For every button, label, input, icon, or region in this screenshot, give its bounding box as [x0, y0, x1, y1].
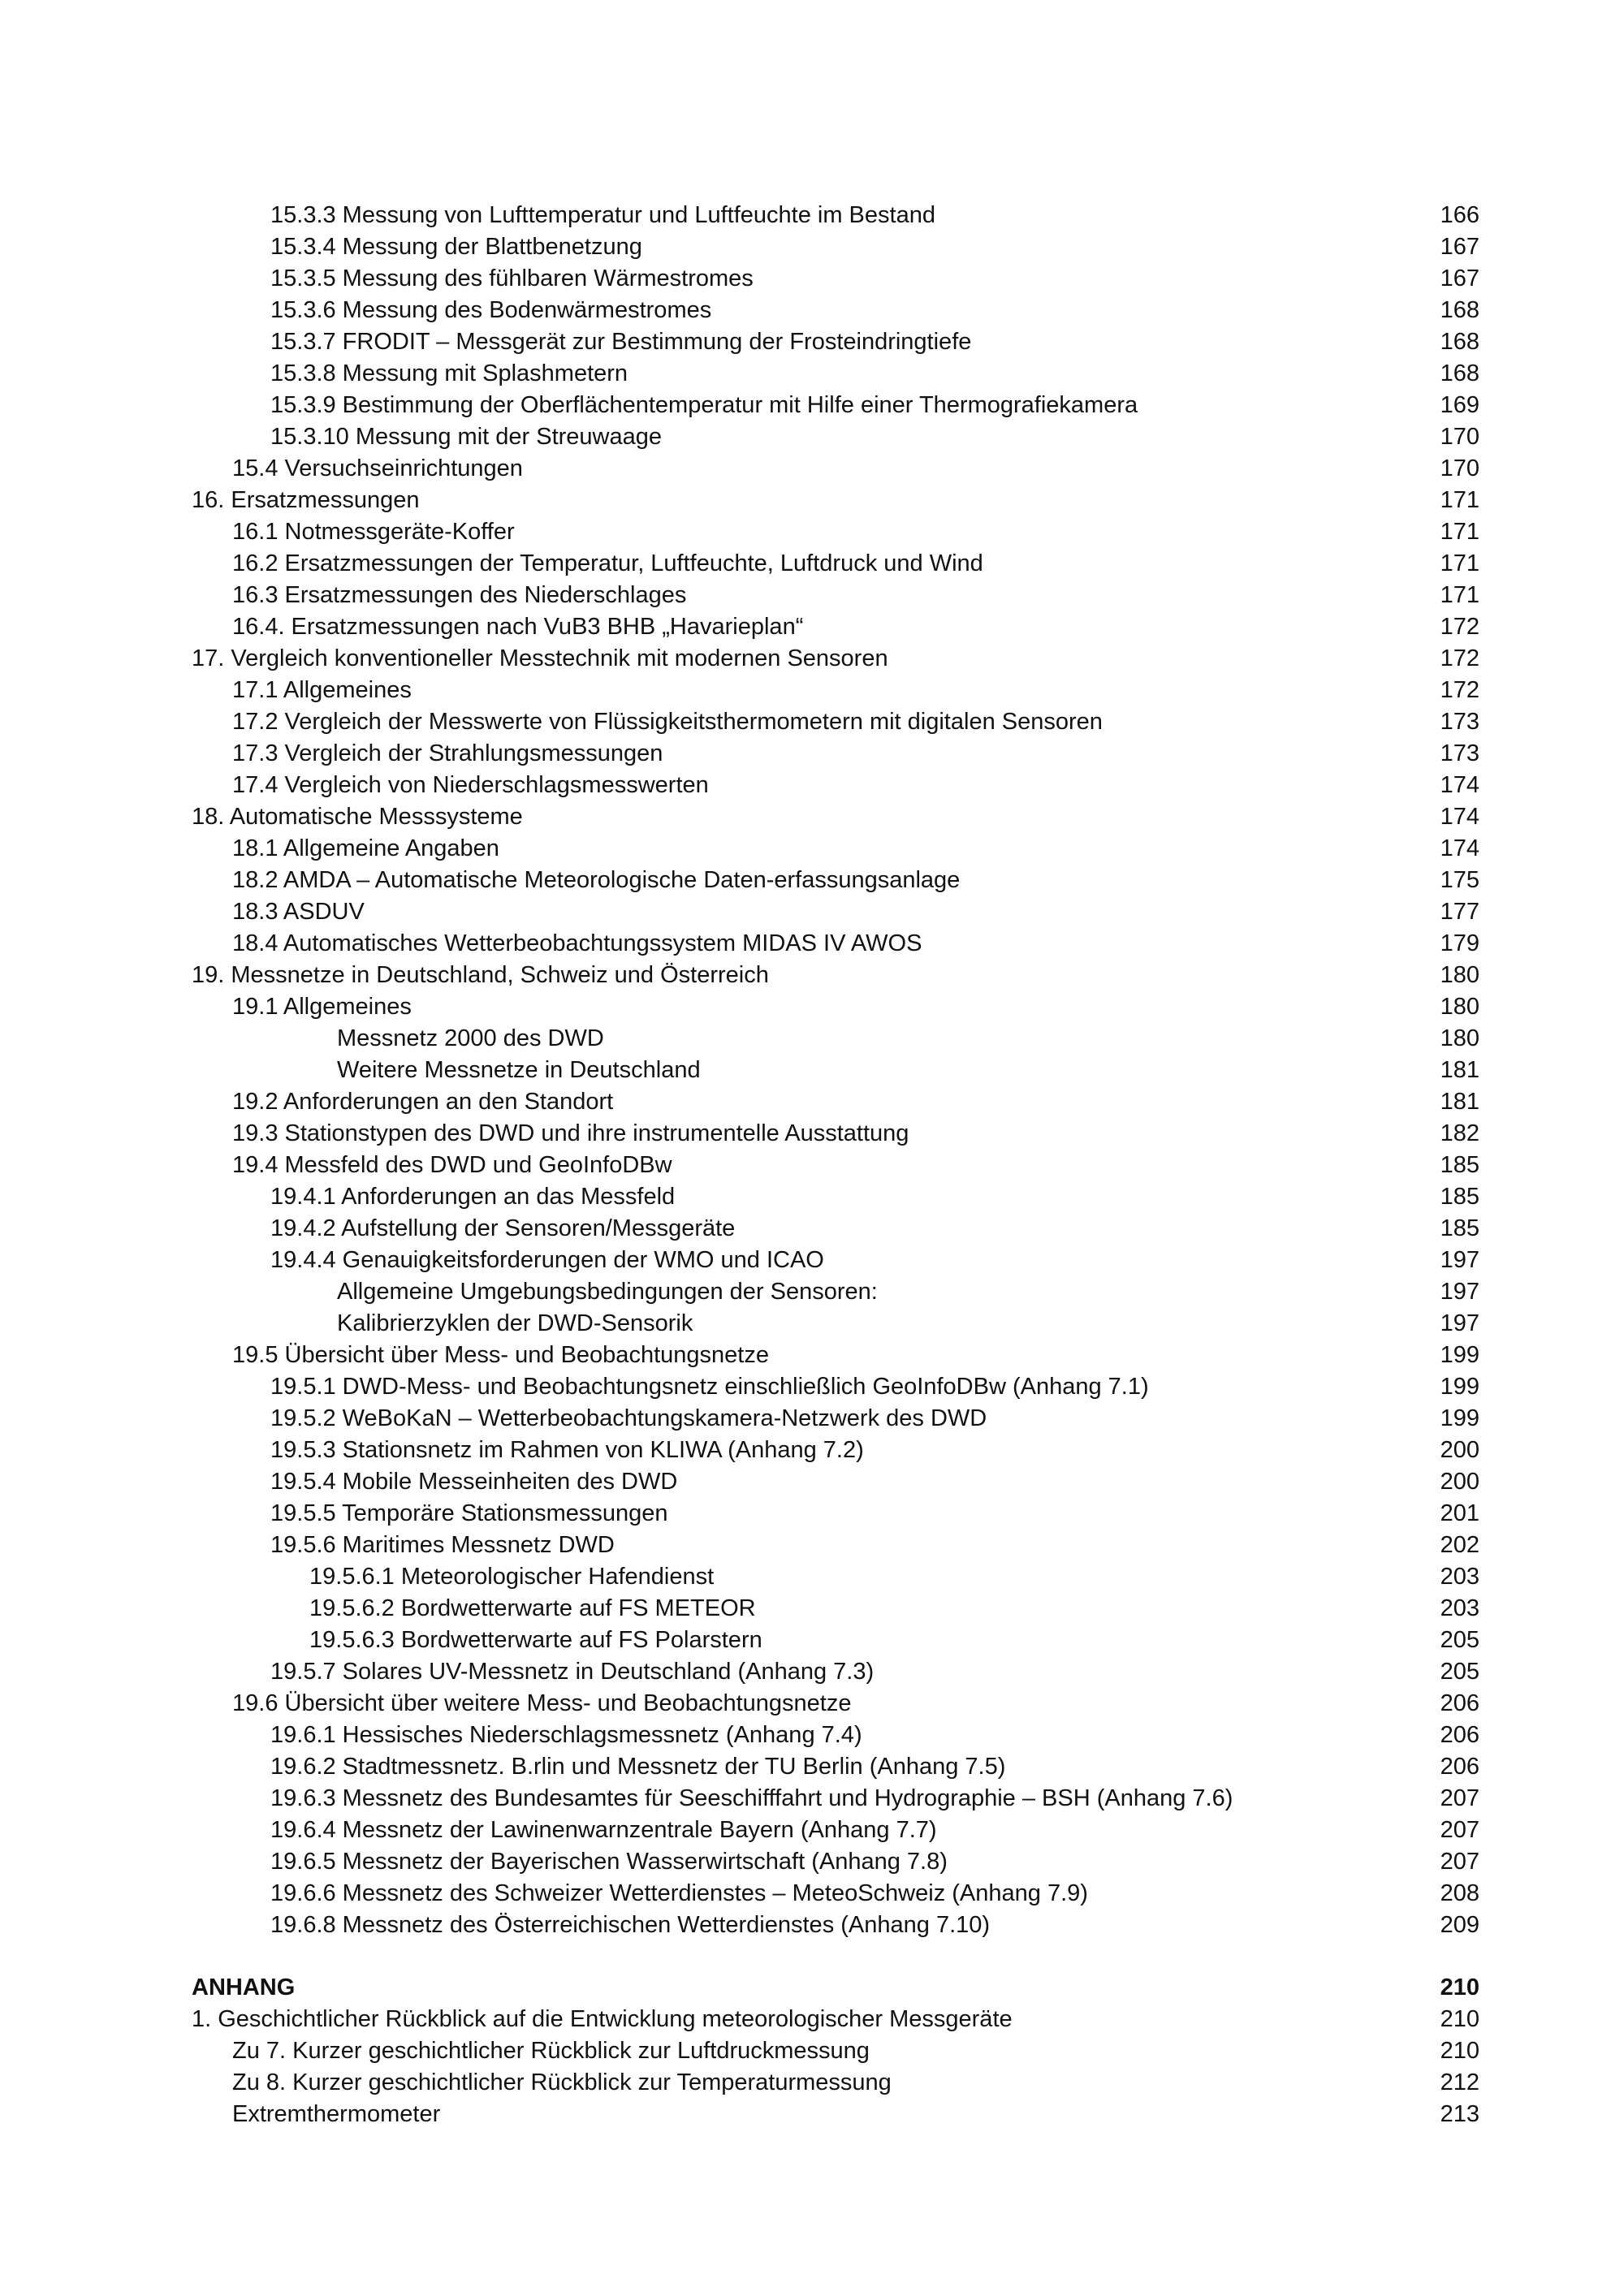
toc-entry-title: 17.4 Vergleich von Niederschlagsmesswerten — [232, 772, 709, 798]
toc-entry-page: 168 — [1440, 360, 1479, 386]
toc-entry-title: 15.3.9 Bestimmung der Oberflächentemperatur mit Hilfe einer Thermografiekamera — [270, 392, 1138, 418]
toc-entry — [192, 1086, 1479, 1118]
toc-entry-page: 209 — [1440, 1912, 1479, 1938]
toc-entry — [192, 1213, 1479, 1245]
toc-entry-title: 19.6.2 Stadtmessnetz. B.rlin und Messnetz der TU Berlin (Anhang 7.5) — [270, 1754, 1006, 1780]
toc-entry — [192, 1498, 1479, 1530]
toc-entry — [192, 1910, 1479, 1941]
toc-entry — [192, 833, 1479, 865]
toc-entry — [192, 1055, 1479, 1086]
toc-entry-page: 180 — [1440, 1025, 1479, 1051]
toc-entry — [192, 1846, 1479, 1878]
toc-entry-title: Allgemeine Umgebungsbedingungen der Sensoren: — [337, 1279, 878, 1305]
appendix-heading-page: 210 — [1440, 1974, 1479, 2000]
toc-entry — [192, 675, 1479, 706]
toc-entry — [192, 295, 1479, 326]
toc-entry-page: 181 — [1440, 1057, 1479, 1083]
toc-entry — [192, 991, 1479, 1023]
toc-entry-page: 173 — [1440, 709, 1479, 735]
toc-entry — [192, 896, 1479, 928]
toc-entry-page: 167 — [1440, 265, 1479, 291]
toc-entry — [192, 516, 1479, 548]
toc-entry-page: 171 — [1440, 550, 1479, 576]
toc-entry — [192, 485, 1479, 516]
toc-entry — [192, 1720, 1479, 1751]
toc-entry-page: 197 — [1440, 1310, 1479, 1336]
toc-entry-page: 197 — [1440, 1279, 1479, 1305]
toc-entry-title: 15.3.10 Messung mit der Streuwaage — [270, 424, 662, 450]
toc-entry-page: 171 — [1440, 487, 1479, 513]
toc-entry-title: 19.1 Allgemeines — [232, 994, 412, 1020]
toc-entry-title: 15.3.8 Messung mit Splashmetern — [270, 360, 628, 386]
toc-entry-page: 208 — [1440, 1880, 1479, 1906]
toc-entry — [192, 738, 1479, 770]
toc-entry — [192, 1403, 1479, 1435]
toc-entry-title: 19.5.6.3 Bordwetterwarte auf FS Polarstern — [309, 1627, 762, 1653]
toc-entry-title: 19.5.3 Stationsnetz im Rahmen von KLIWA (Anhang 7.2) — [270, 1437, 864, 1463]
toc-entry-title: 15.3.7 FRODIT – Messgerät zur Bestimmung der Frosteindringtiefe — [270, 329, 972, 355]
toc-entry — [192, 1340, 1479, 1371]
toc-entry — [192, 1656, 1479, 1688]
toc-entry — [192, 611, 1479, 643]
toc-entry-page: 185 — [1440, 1184, 1479, 1210]
toc-entry-page: 212 — [1440, 2069, 1479, 2095]
toc-entry-page: 167 — [1440, 234, 1479, 260]
toc-entry-page: 170 — [1440, 455, 1479, 481]
toc-entry — [192, 1118, 1479, 1150]
toc-entry — [192, 1023, 1479, 1055]
toc-entry — [192, 1371, 1479, 1403]
toc-entry-page: 200 — [1440, 1437, 1479, 1463]
toc-entry — [192, 865, 1479, 896]
toc-entry — [192, 1783, 1479, 1815]
toc-entry-page: 182 — [1440, 1120, 1479, 1146]
toc-entry — [192, 1593, 1479, 1625]
toc-entry-title: Weitere Messnetze in Deutschland — [337, 1057, 701, 1083]
toc-entry-title: 1. Geschichtlicher Rückblick auf die Entwicklung meteorologischer Messgeräte — [192, 2006, 1013, 2032]
toc-entry-title: 18. Automatische Messsysteme — [192, 804, 523, 830]
toc-entry-page: 171 — [1440, 582, 1479, 608]
toc-entry-title: 17.1 Allgemeines — [232, 677, 412, 703]
toc-entry-page: 205 — [1440, 1659, 1479, 1685]
toc-entry-page: 174 — [1440, 835, 1479, 861]
toc-entry-title: 19.2 Anforderungen an den Standort — [232, 1089, 614, 1115]
toc-entry-title: 18.3 ASDUV — [232, 899, 365, 925]
toc-entry-page: 207 — [1440, 1849, 1479, 1875]
toc-entry-title: 19.6.1 Hessisches Niederschlagsmessnetz (Anhang 7.4) — [270, 1722, 862, 1748]
toc-entry-page: 197 — [1440, 1247, 1479, 1273]
toc-entry-title: 15.3.4 Messung der Blattbenetzung — [270, 234, 642, 260]
toc-entry — [192, 1530, 1479, 1561]
toc-entry — [192, 580, 1479, 611]
toc-entry-page: 199 — [1440, 1405, 1479, 1431]
toc-entry-page: 201 — [1440, 1500, 1479, 1526]
toc-entry — [192, 2067, 1479, 2099]
toc-entry-title: 19.5 Übersicht über Mess- und Beobachtungsnetze — [232, 1342, 769, 1368]
toc-entry — [192, 928, 1479, 960]
toc-entry-title: 19.5.5 Temporäre Stationsmessungen — [270, 1500, 668, 1526]
toc-entry-page: 203 — [1440, 1564, 1479, 1590]
toc-entry-page: 168 — [1440, 297, 1479, 323]
toc-entry-page: 199 — [1440, 1342, 1479, 1368]
toc-entry-page: 206 — [1440, 1690, 1479, 1716]
toc-entry-title: 15.4 Versuchseinrichtungen — [232, 455, 523, 481]
toc-entry — [192, 200, 1479, 231]
toc-entry — [192, 770, 1479, 801]
toc-entry — [192, 1245, 1479, 1276]
toc-entry — [192, 1435, 1479, 1466]
toc-entry-title: 19.6 Übersicht über weitere Mess- und Beobachtungsnetze — [232, 1690, 852, 1716]
toc-entry-page: 180 — [1440, 962, 1479, 988]
toc-entry-page: 206 — [1440, 1754, 1479, 1780]
toc-entry-page: 174 — [1440, 804, 1479, 830]
toc-entry — [192, 1150, 1479, 1181]
toc-entry-title: 19.5.7 Solares UV-Messnetz in Deutschland (Anhang 7.3) — [270, 1659, 875, 1685]
toc-entry-page: 177 — [1440, 899, 1479, 925]
toc-entry-title: 18.2 AMDA – Automatische Meteorologische Daten-erfassungsanlage — [232, 867, 961, 893]
toc-entry-title: Extremthermometer — [232, 2101, 441, 2127]
toc-entry-page: 180 — [1440, 994, 1479, 1020]
toc-entry-title: Zu 7. Kurzer geschichtlicher Rückblick zur Luftdruckmessung — [232, 2038, 870, 2064]
toc-entry-title: 19.5.6.2 Bordwetterwarte auf FS METEOR — [309, 1595, 756, 1621]
toc-entry — [192, 453, 1479, 485]
toc-entry-page: 200 — [1440, 1469, 1479, 1495]
toc-entry-title: 19.6.4 Messnetz der Lawinenwarnzentrale Bayern (Anhang 7.7) — [270, 1817, 937, 1843]
toc-entry-page: 173 — [1440, 740, 1479, 766]
toc-entry-page: 170 — [1440, 424, 1479, 450]
toc-entry-title: 19.4.1 Anforderungen an das Messfeld — [270, 1184, 676, 1210]
toc-entry — [192, 1751, 1479, 1783]
toc-entry — [192, 1308, 1479, 1340]
toc-entry-page: 213 — [1440, 2101, 1479, 2127]
toc-entry-title: Kalibrierzyklen der DWD-Sensorik — [337, 1310, 693, 1336]
toc-entry-title: 19.6.8 Messnetz des Österreichischen Wetterdienstes (Anhang 7.10) — [270, 1912, 991, 1938]
toc-entry — [192, 1878, 1479, 1910]
table-of-contents — [192, 200, 1479, 2130]
toc-entry — [192, 2035, 1479, 2067]
toc-entry-title: 19.5.2 WeBoKaN – Wetterbeobachtungskamera-Netzwerk des DWD — [270, 1405, 987, 1431]
toc-entry — [192, 643, 1479, 675]
toc-entry-title: 15.3.3 Messung von Lufttemperatur und Luftfeuchte im Bestand — [270, 202, 935, 228]
toc-entry-page: 175 — [1440, 867, 1479, 893]
toc-entry-title: 19.6.5 Messnetz der Bayerischen Wasserwirtschaft (Anhang 7.8) — [270, 1849, 948, 1875]
toc-entry-page: 210 — [1440, 2038, 1479, 2064]
toc-entry-title: Zu 8. Kurzer geschichtlicher Rückblick zur Temperaturmessung — [232, 2069, 892, 2095]
toc-entry — [192, 1815, 1479, 1846]
toc-entry-page: 207 — [1440, 1785, 1479, 1811]
toc-entry-title: Messnetz 2000 des DWD — [337, 1025, 604, 1051]
toc-entry-title: 16. Ersatzmessungen — [192, 487, 420, 513]
toc-entry — [192, 706, 1479, 738]
toc-entry-title: 19.4.2 Aufstellung der Sensoren/Messgeräte — [270, 1215, 736, 1241]
toc-entry-page: 179 — [1440, 930, 1479, 956]
toc-entry-page: 210 — [1440, 2006, 1479, 2032]
toc-entry — [192, 2004, 1479, 2035]
toc-entry-page: 205 — [1440, 1627, 1479, 1653]
toc-entry-page: 174 — [1440, 772, 1479, 798]
section-gap — [192, 1941, 1479, 1972]
toc-entry — [192, 1466, 1479, 1498]
toc-entry-page: 172 — [1440, 614, 1479, 640]
toc-entry-page: 169 — [1440, 392, 1479, 418]
toc-entry — [192, 960, 1479, 991]
toc-entry-title: 17. Vergleich konventioneller Messtechnik mit modernen Sensoren — [192, 645, 888, 671]
toc-entry-title: 19. Messnetze in Deutschland, Schweiz und Österreich — [192, 962, 769, 988]
toc-entry-page: 172 — [1440, 677, 1479, 703]
toc-entry-title: 19.5.4 Mobile Messeinheiten des DWD — [270, 1469, 678, 1495]
toc-entry-page: 185 — [1440, 1152, 1479, 1178]
toc-entry — [192, 1561, 1479, 1593]
toc-entry-title: 18.1 Allgemeine Angaben — [232, 835, 499, 861]
toc-entry-page: 206 — [1440, 1722, 1479, 1748]
toc-entry-title: 19.5.1 DWD-Mess- und Beobachtungsnetz einschließlich GeoInfoDBw (Anhang 7.1) — [270, 1374, 1149, 1400]
toc-entry-title: 16.1 Notmessgeräte-Koffer — [232, 519, 515, 545]
toc-entry-title: 19.5.6 Maritimes Messnetz DWD — [270, 1532, 615, 1558]
toc-entry-title: 19.3 Stationstypen des DWD und ihre instrumentelle Ausstattung — [232, 1120, 909, 1146]
toc-entry-page: 181 — [1440, 1089, 1479, 1115]
toc-entry-title: 19.5.6.1 Meteorologischer Hafendienst — [309, 1564, 715, 1590]
toc-entry — [192, 390, 1479, 421]
toc-entry-title: 17.3 Vergleich der Strahlungsmessungen — [232, 740, 663, 766]
toc-entry-page: 185 — [1440, 1215, 1479, 1241]
toc-entry — [192, 231, 1479, 263]
toc-entry-title: 19.4 Messfeld des DWD und GeoInfoDBw — [232, 1152, 672, 1178]
toc-entry-title: 16.2 Ersatzmessungen der Temperatur, Luftfeuchte, Luftdruck und Wind — [232, 550, 983, 576]
toc-entry — [192, 1625, 1479, 1656]
toc-entry-page: 203 — [1440, 1595, 1479, 1621]
toc-entry-title: 15.3.6 Messung des Bodenwärmestromes — [270, 297, 712, 323]
toc-entry — [192, 801, 1479, 833]
toc-entry-page: 202 — [1440, 1532, 1479, 1558]
toc-entry-title: 16.3 Ersatzmessungen des Niederschlages — [232, 582, 687, 608]
toc-entry — [192, 263, 1479, 295]
toc-entry-title: 19.6.3 Messnetz des Bundesamtes für Seeschifffahrt und Hydrographie – BSH (Anhang 7.6) — [270, 1785, 1233, 1811]
toc-entry-title: 19.4.4 Genauigkeitsforderungen der WMO und ICAO — [270, 1247, 824, 1273]
toc-entry-title: 18.4 Automatisches Wetterbeobachtungssystem MIDAS IV AWOS — [232, 930, 922, 956]
toc-entry-title: 19.6.6 Messnetz des Schweizer Wetterdienstes – MeteoSchweiz (Anhang 7.9) — [270, 1880, 1088, 1906]
appendix-heading-title: ANHANG — [192, 1974, 296, 2000]
toc-entry-page: 168 — [1440, 329, 1479, 355]
toc-entry-page: 207 — [1440, 1817, 1479, 1843]
toc-entry-page: 166 — [1440, 202, 1479, 228]
toc-entry — [192, 326, 1479, 358]
toc-entry-page: 199 — [1440, 1374, 1479, 1400]
appendix-heading — [192, 1972, 1479, 2004]
toc-entry — [192, 2099, 1479, 2130]
toc-entry-title: 15.3.5 Messung des fühlbaren Wärmestromes — [270, 265, 754, 291]
toc-entry-page: 171 — [1440, 519, 1479, 545]
toc-entry — [192, 358, 1479, 390]
toc-entry — [192, 548, 1479, 580]
toc-entry — [192, 1276, 1479, 1308]
toc-entry-title: 17.2 Vergleich der Messwerte von Flüssigkeitsthermometern mit digitalen Sensoren — [232, 709, 1103, 735]
toc-entry-page: 172 — [1440, 645, 1479, 671]
toc-entry — [192, 421, 1479, 453]
toc-entry — [192, 1688, 1479, 1720]
toc-entry — [192, 1181, 1479, 1213]
toc-entry-title: 16.4. Ersatzmessungen nach VuB3 BHB „Havarieplan“ — [232, 614, 804, 640]
